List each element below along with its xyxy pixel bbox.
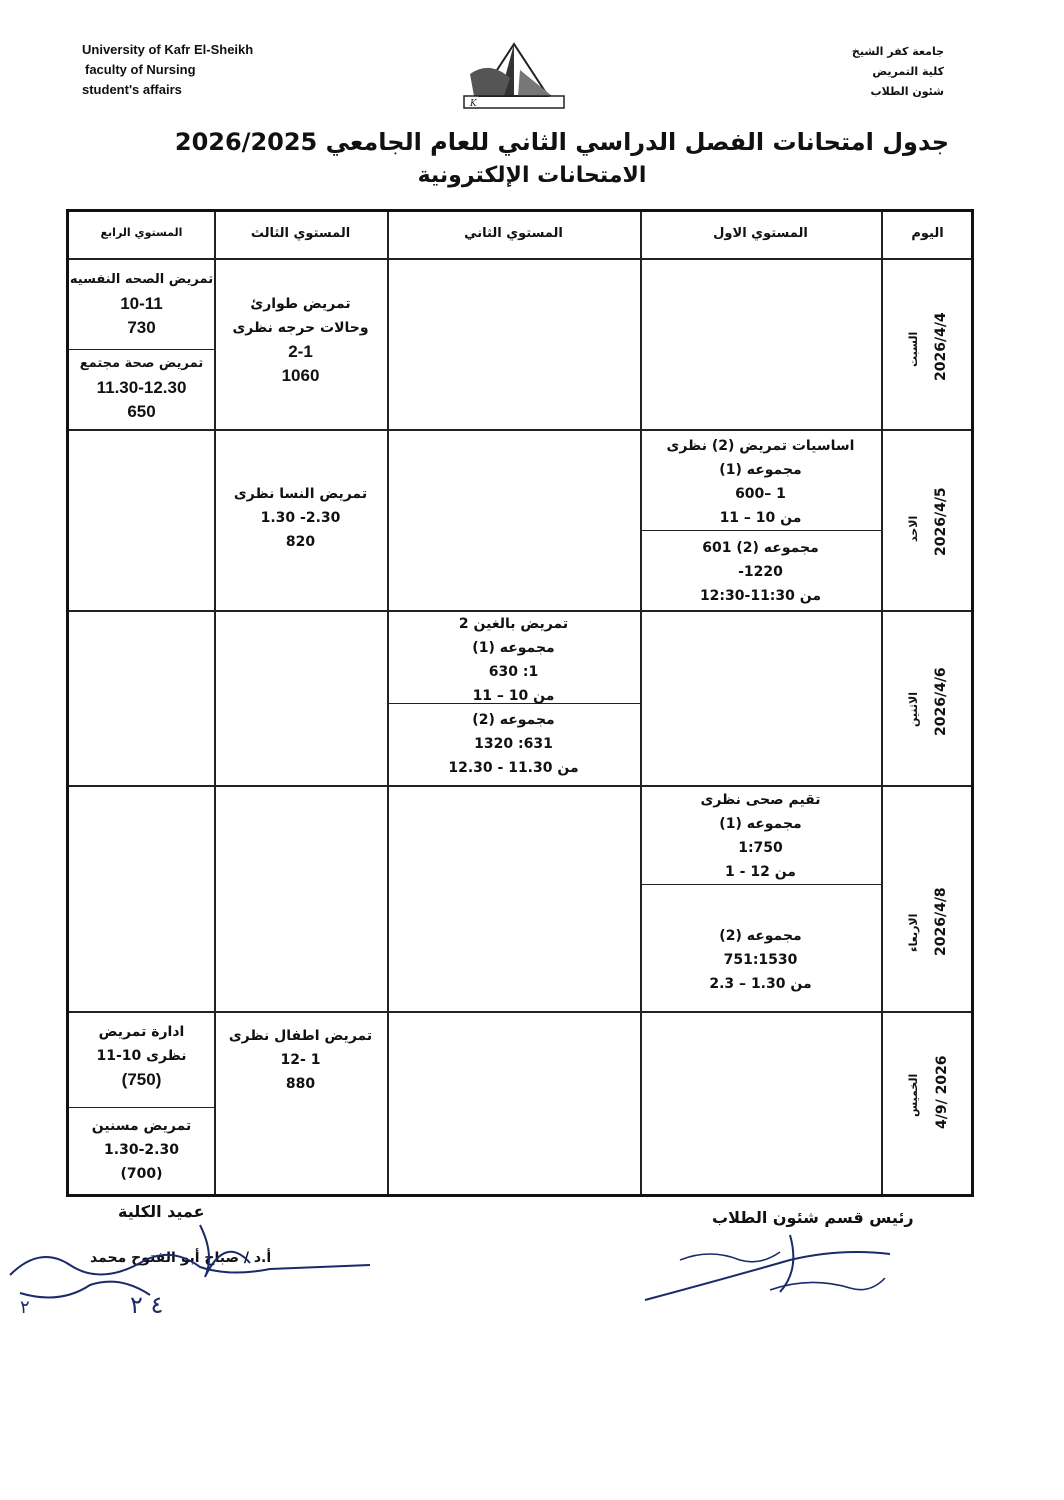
exam-schedule-table: [66, 209, 974, 1197]
university-header-en: [82, 40, 253, 100]
row-divider: [69, 785, 971, 787]
mon-level2-group1: تمريض بالغين 2 مجموعه (1) 1: 630 من 10 – 11: [458, 616, 569, 704]
faculty-name-ar: كلية التمريض: [872, 65, 944, 78]
wed-level1-group2: مجموعه (2) 751:1530 من 1.30 – 2.3: [709, 928, 812, 992]
sat-level3-exam: تمريض طوارئ وحالات حرجه نظرى 2-1 1060: [232, 296, 369, 385]
sun-level1-group2: مجموعه (2) 601 1220- من 11:30-12:30: [699, 540, 822, 604]
day-date: 2026/4/5: [933, 487, 949, 557]
university-name-ar: جامعة كفر الشيخ: [851, 45, 944, 58]
day-name: الاحد: [907, 515, 920, 542]
sat-level4-exam-2: تمريض صحة مجتمع 11.30-12.30 650: [79, 356, 204, 421]
sat-level4-exam-1: تمريض الصحه النفسيه 10-11 730: [69, 272, 214, 337]
student-affairs-signature: [640, 1230, 900, 1310]
header-level-4: المستوي الرابع: [100, 226, 183, 239]
col-divider: [881, 212, 883, 1194]
mon-level2-group2: مجموعه (2) 631: 1320 من 11.30 - 12.30: [448, 712, 579, 776]
day-name: الاثنين: [907, 692, 920, 727]
header-day: اليوم: [911, 226, 944, 241]
col-divider: [640, 212, 642, 1194]
cell-subdivider: [640, 530, 881, 531]
schedule-subtitle: الامتحانات الإلكترونية: [417, 163, 647, 188]
svg-text:٤ ٢: ٤ ٢: [130, 1291, 164, 1319]
header-level-1: المستوي الاول: [713, 226, 808, 241]
day-date: 4/9/ 2026: [934, 1055, 950, 1129]
dean-name: أ.د / صباح أبو الفتوح محمد: [90, 1250, 272, 1266]
faculty-name-en: faculty of Nursing: [85, 62, 196, 77]
cell-subdivider: [640, 884, 881, 885]
sun-level3-exam: تمريض النسا نظرى 2.30- 1.30 820: [233, 486, 368, 550]
department-name-en: student's affairs: [82, 82, 182, 97]
sun-level1-group1: اساسيات تمريض (2) نظرى مجموعه (1) 1 –600 من 10 – 11: [666, 438, 855, 526]
row-divider: [69, 258, 971, 260]
svg-text:K: K: [470, 99, 477, 109]
day-name: السبت: [907, 331, 920, 367]
dean-signature: [0, 1215, 380, 1325]
university-header-ar: [852, 42, 944, 102]
thu-level4-exam-2: تمريض مسنين 1.30-2.30 (700): [91, 1118, 192, 1182]
thu-level4-exam-1: ادارة تمريض نظرى 10-11 (750): [96, 1024, 187, 1089]
cell-subdivider: [69, 1107, 214, 1108]
header-level-2: المستوي الثاني: [464, 226, 563, 241]
svg-text:٢: ٢: [20, 1297, 30, 1318]
day-date: 2026/4/4: [933, 312, 949, 382]
header-level-3: المستوي الثالث: [250, 226, 351, 241]
university-logo: [460, 40, 568, 112]
day-date: 2026/4/6: [933, 667, 949, 737]
row-divider: [69, 1011, 971, 1013]
row-divider: [69, 429, 971, 431]
thu-level3-exam: تمريض اطفال نظرى 1 -12 880: [228, 1028, 373, 1092]
university-name-en: University of Kafr El-Sheikh: [82, 42, 254, 57]
schedule-title: جدول امتحانات الفصل الدراسي الثاني للعام الجامعي 2026/2025: [174, 128, 950, 156]
wed-level1-group1: تقيم صحى نظرى مجموعه (1) 1:750 من 12 - 1: [700, 792, 821, 880]
dean-title: عميد الكلية: [118, 1202, 205, 1221]
day-date: 2026/4/8: [933, 887, 949, 957]
day-name: الاربعاء: [907, 913, 920, 952]
day-name: الخميس: [907, 1073, 920, 1117]
student-affairs-head-title: رئيس قسم شئون الطلاب: [712, 1208, 914, 1227]
cell-subdivider: [69, 349, 214, 350]
department-name-ar: شئون الطلاب: [870, 85, 944, 98]
